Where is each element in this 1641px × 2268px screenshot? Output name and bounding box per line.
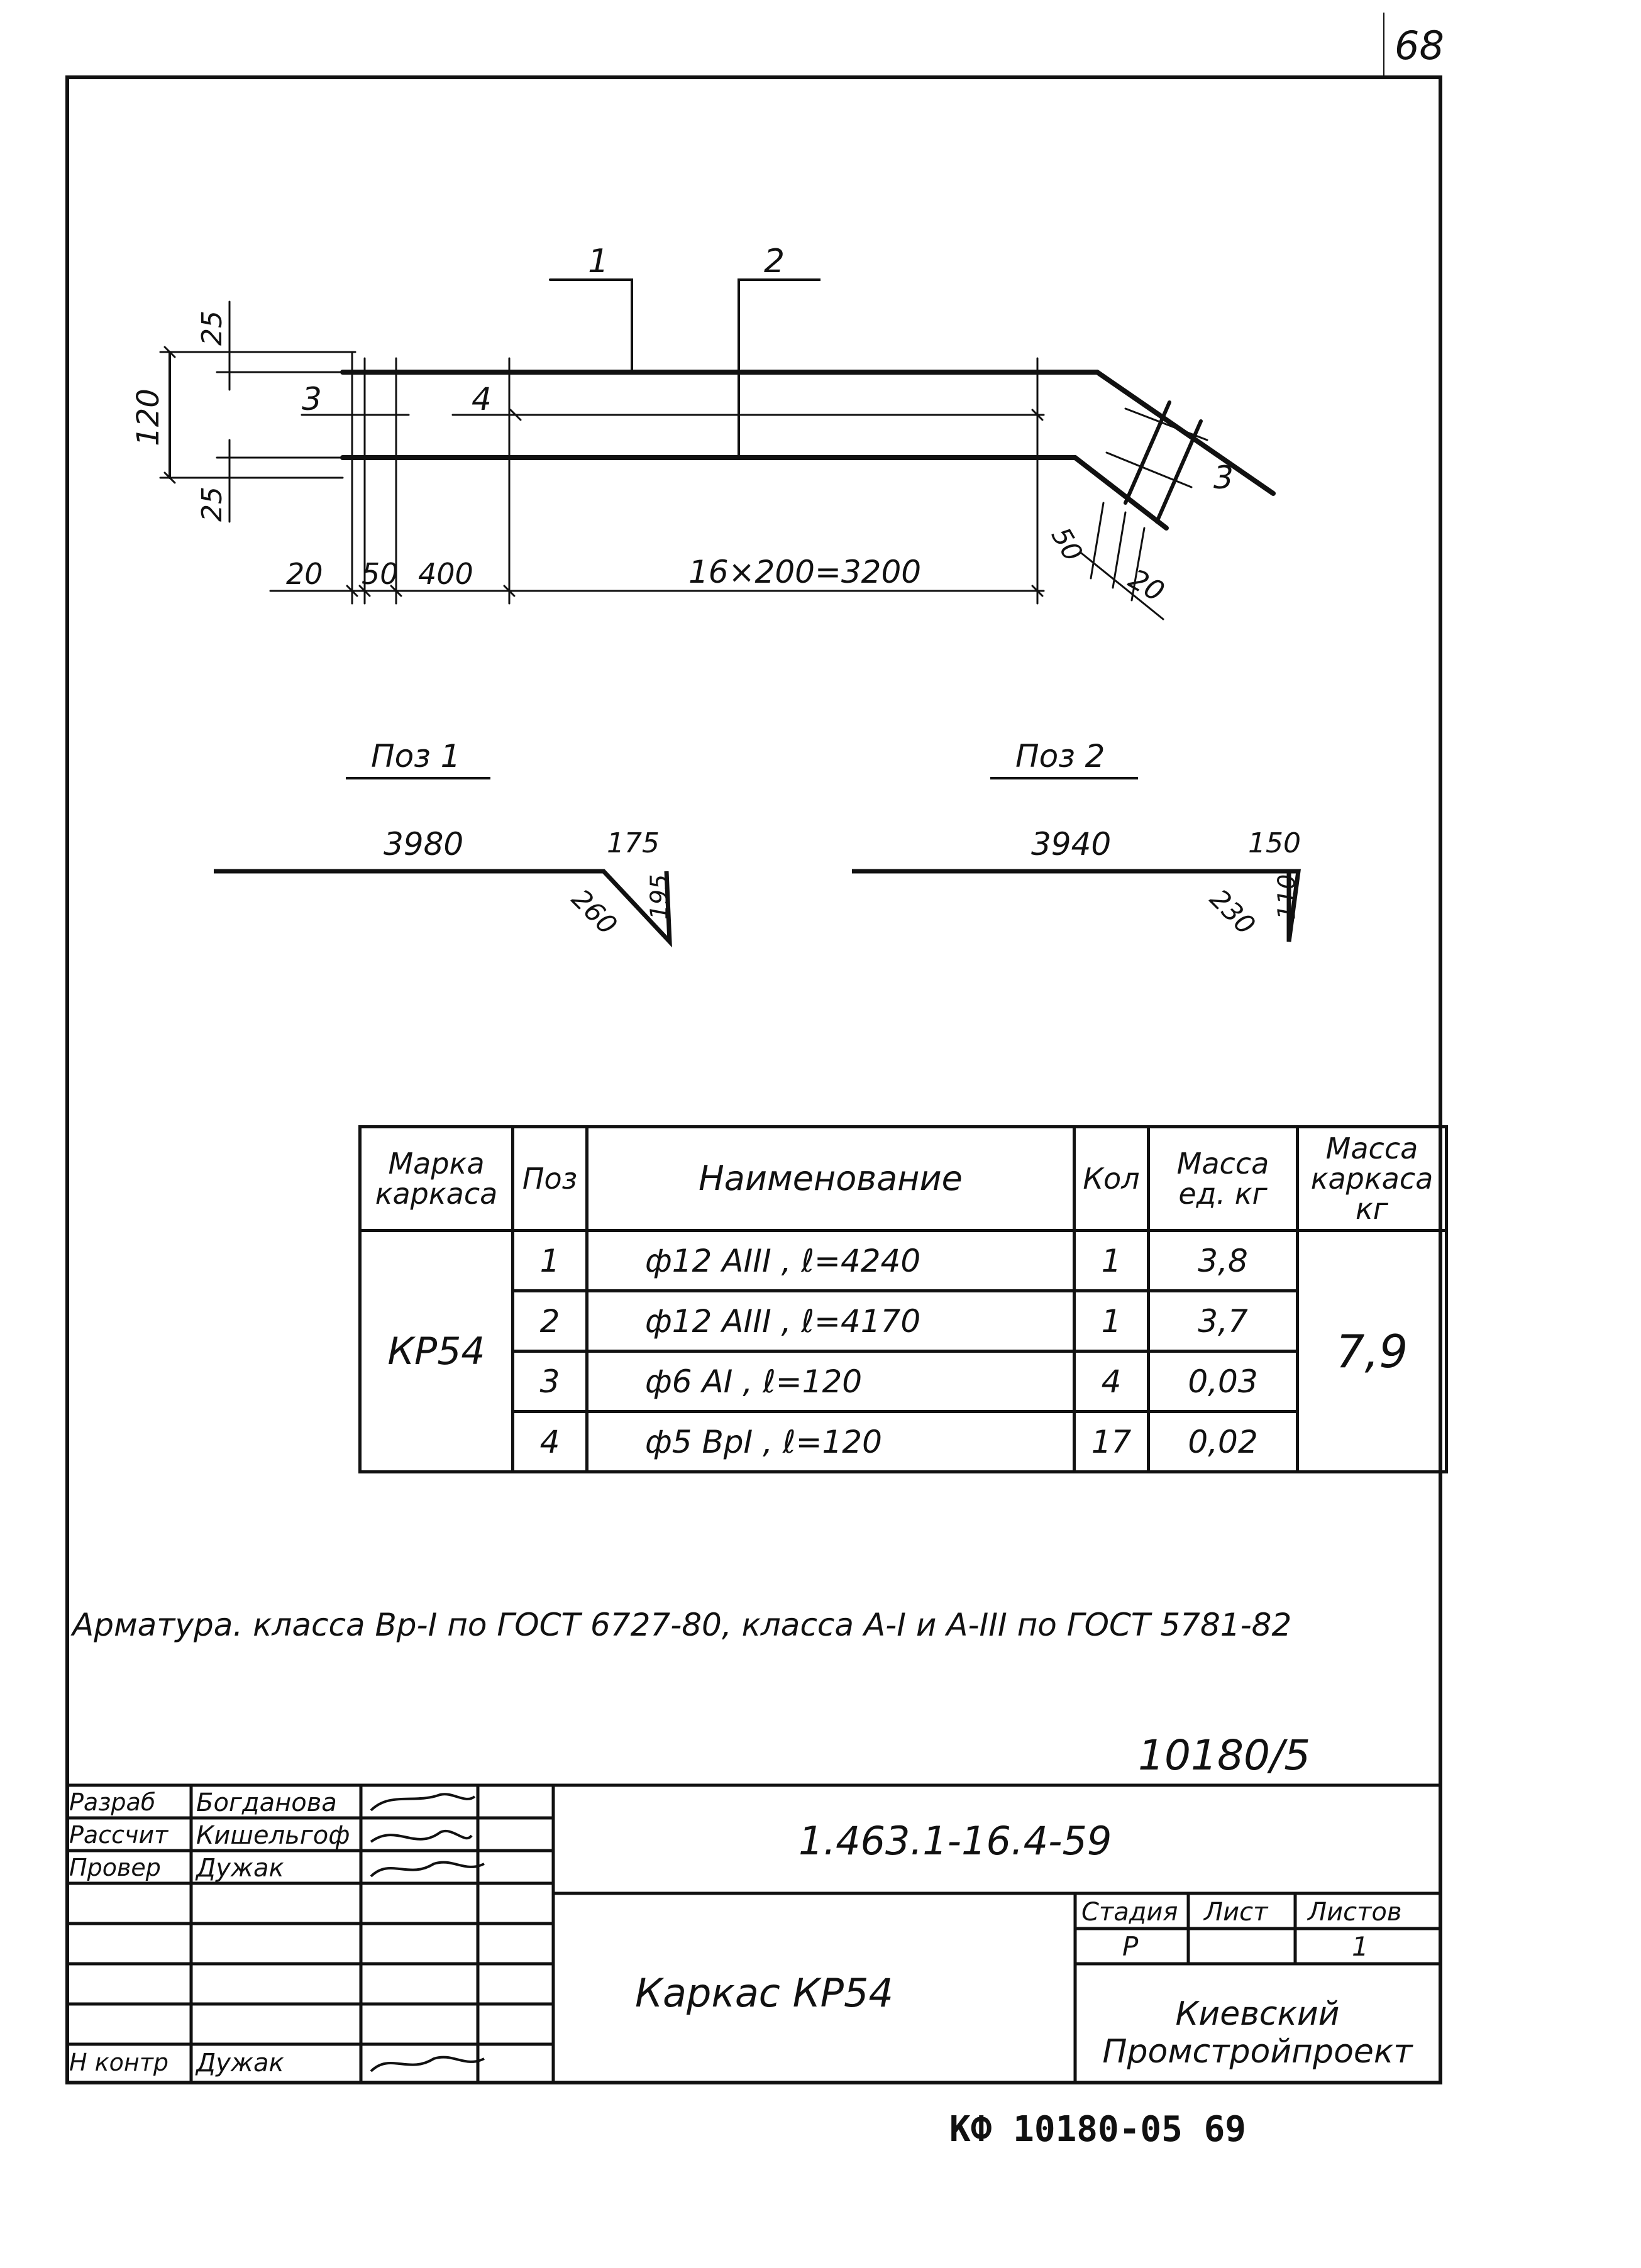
signature-2 [371,1831,472,1842]
pos1-a: 175 [607,827,660,859]
cell-name: ф12 АIII , ℓ=4240 [587,1231,1075,1291]
sheets-label: Листов [1308,1898,1402,1927]
dim-50-right: 50 [1045,522,1089,567]
dim-25-bottom: 25 [196,487,228,522]
sheet-label: Лист [1204,1898,1268,1927]
role-norm-control: Н контр [69,2049,169,2076]
cell-qty: 17 [1075,1412,1149,1472]
header-mark: Марка каркаса [360,1127,513,1231]
dim-20-right: 20 [1123,563,1170,608]
header-pos: Поз [513,1127,587,1231]
signature-3 [371,1863,484,1876]
cell-total-mass: 7,9 [1298,1231,1447,1472]
drawing-title: Каркас КР54 [635,1970,893,2016]
pos2-b: 230 [1203,883,1262,941]
name-calculated: Кишельгоф [196,1821,350,1850]
stage-value: Р [1122,1931,1139,1962]
cell-pos: 2 [513,1291,587,1351]
dim-span: 16×200=3200 [688,554,922,590]
callout-1-label: 1 [588,243,609,280]
pos2-a: 150 [1248,827,1301,859]
pos2-title: Поз 2 [1015,738,1105,774]
sheets-value: 1 [1352,1931,1369,1962]
pos1-c: 195 [645,874,673,920]
cell-mark: КР54 [360,1231,513,1472]
header-qty: Кол [1075,1127,1149,1231]
name-norm-control: Дужак [196,2049,284,2078]
name-developer: Богданова [196,1788,337,1817]
header-unit-mass: Масса ед. кг [1149,1127,1298,1231]
cell-pos: 1 [513,1231,587,1291]
pos2-c: 110 [1273,874,1301,920]
cell-name: ф6 АI , ℓ=120 [587,1351,1075,1412]
dim-50: 50 [362,557,399,591]
reinforcement-note: Арматура. класса Вр-I по ГОСТ 6727-80, класса А-I и А-III по ГОСТ 5781-82 [72,1607,1292,1643]
sheet-number: 68 [1395,23,1444,69]
organization: Киевский Промстройпроект [1102,1995,1413,2071]
inventory-number: 10180/5 [1138,1731,1311,1780]
cell-mass: 0,02 [1149,1412,1298,1472]
pos1-b: 260 [565,883,624,941]
pos2-length: 3940 [1031,826,1112,862]
dim-20: 20 [286,557,323,591]
signature-4 [371,2057,484,2071]
dim-120: 120 [130,388,166,446]
cell-mass: 3,8 [1149,1231,1298,1291]
cell-pos: 4 [513,1412,587,1472]
role-checked: Провер [69,1854,161,1881]
role-calculated: Рассчит [69,1821,169,1849]
callout-2-label: 2 [764,243,785,280]
cell-qty: 4 [1075,1351,1149,1412]
dim-25-top: 25 [196,311,228,346]
role-developer: Разраб [69,1788,156,1816]
header-name: Наименование [587,1127,1075,1231]
header-total-mass: Масса каркаса кг [1298,1127,1447,1231]
cell-name: ф5 ВрI , ℓ=120 [587,1412,1075,1472]
document-code: 1.463.1-16.4-59 [798,1818,1112,1864]
label-3-left: 3 [302,381,322,417]
cell-mass: 0,03 [1149,1351,1298,1412]
cell-name: ф12 АIII , ℓ=4170 [587,1291,1075,1351]
cell-mass: 3,7 [1149,1291,1298,1351]
footer-stamp: КФ 10180-05 69 [949,2109,1247,2150]
stage-label: Стадия [1081,1898,1178,1927]
cell-pos: 3 [513,1351,587,1412]
dim-400: 400 [418,557,473,591]
label-3-right: 3 [1213,460,1234,496]
cell-qty: 1 [1075,1291,1149,1351]
cell-qty: 1 [1075,1231,1149,1291]
name-checked: Дужак [196,1854,284,1883]
pos1-title: Поз 1 [371,738,461,774]
label-4: 4 [472,381,492,417]
pos1-length: 3980 [384,826,464,862]
signature-1 [371,1794,475,1810]
